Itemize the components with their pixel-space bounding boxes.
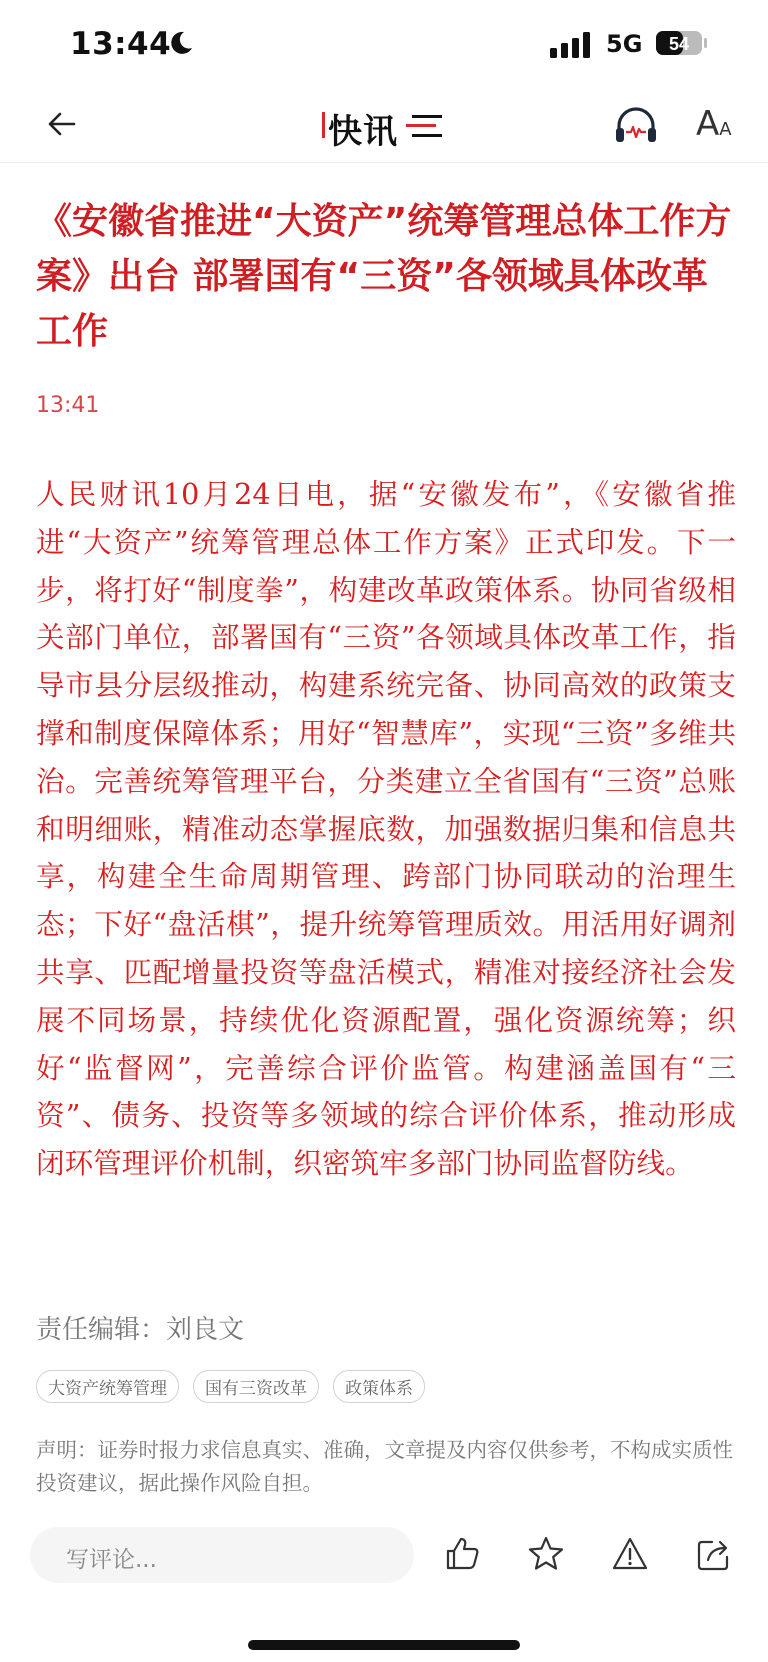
back-arrow-icon[interactable] <box>44 106 80 142</box>
tag-item[interactable]: 国有三资改革 <box>193 1370 319 1403</box>
disclaimer: 声明：证券时报力求信息真实、准确，文章提及内容仅供参考，不构成实质性投资建议，据此操作风险自担。 <box>36 1438 733 1495</box>
tag-item[interactable]: 大资产统筹管理 <box>36 1370 179 1403</box>
logo-accent <box>322 112 325 138</box>
comment-input[interactable] <box>30 1527 414 1583</box>
responsible-editor: 责任编辑：刘良文 <box>36 1315 245 1345</box>
headphones-icon[interactable] <box>614 102 658 146</box>
font-size-big: A <box>696 104 720 144</box>
network-type: 5G <box>606 30 643 58</box>
signal-icon <box>550 32 594 58</box>
tag-list <box>36 1370 425 1403</box>
nav-bar <box>0 92 768 163</box>
logo-lines-icon <box>406 114 442 138</box>
article-title: 《安徽省推进“大资产”统筹管理总体工作方案》出台 部署国有“三资”各领域具体改革工作 <box>36 201 732 352</box>
article-body: 人民财讯10月24日电，据“安徽发布”，《安徽省推进“大资产”统筹管理总体工作方案》正式印发。下一步，将打好“制度拳”，构建改革政策体系。协同省级相关部门单位，部署国有“三资”各领域具体改革工作，指导市县分层级推动，构建系统完备、协同高效的政策支撑和制度保障体系；用好“智慧库”，实现“三资”多维共治。完善统筹管理平台，分类建立全省国有“三资”总账和明细账，精准动态掌握底数，加强数据归集和信息共享，构建全生命周期管理、跨部门协同联动的治理生态；下好“盘活棋”，提升统筹管理质效。用活用好调剂共享、匹配增量投资等盘活模式，精准对接经济社会发展不同场景，持续优化资源配置，强化资源统筹；织好“监督网”，完善综合评价监管。构建涵盖国有“三资”、债务、投资等多领域的综合评价体系，推动形成闭环管理评价机制，织密筑牢多部门协同监督防线。 <box>36 477 736 1181</box>
logo-text: 快讯 <box>328 112 398 152</box>
font-size-icon[interactable] <box>696 104 732 144</box>
share-icon[interactable] <box>694 1534 734 1574</box>
battery-icon <box>656 30 708 56</box>
home-indicator <box>248 1640 520 1650</box>
moon-icon <box>168 30 194 56</box>
status-time: 13:44 <box>70 26 172 62</box>
battery-level: 54 <box>668 34 690 54</box>
bottom-action-bar <box>0 1518 768 1598</box>
status-bar <box>0 0 768 92</box>
report-icon[interactable] <box>610 1534 650 1574</box>
like-icon[interactable] <box>442 1534 482 1574</box>
font-size-small: A <box>719 119 732 140</box>
tag-item[interactable]: 政策体系 <box>333 1370 425 1403</box>
comment-placeholder: 写评论... <box>66 1547 157 1573</box>
publish-time: 13:41 <box>36 393 100 418</box>
star-icon[interactable] <box>526 1534 566 1574</box>
